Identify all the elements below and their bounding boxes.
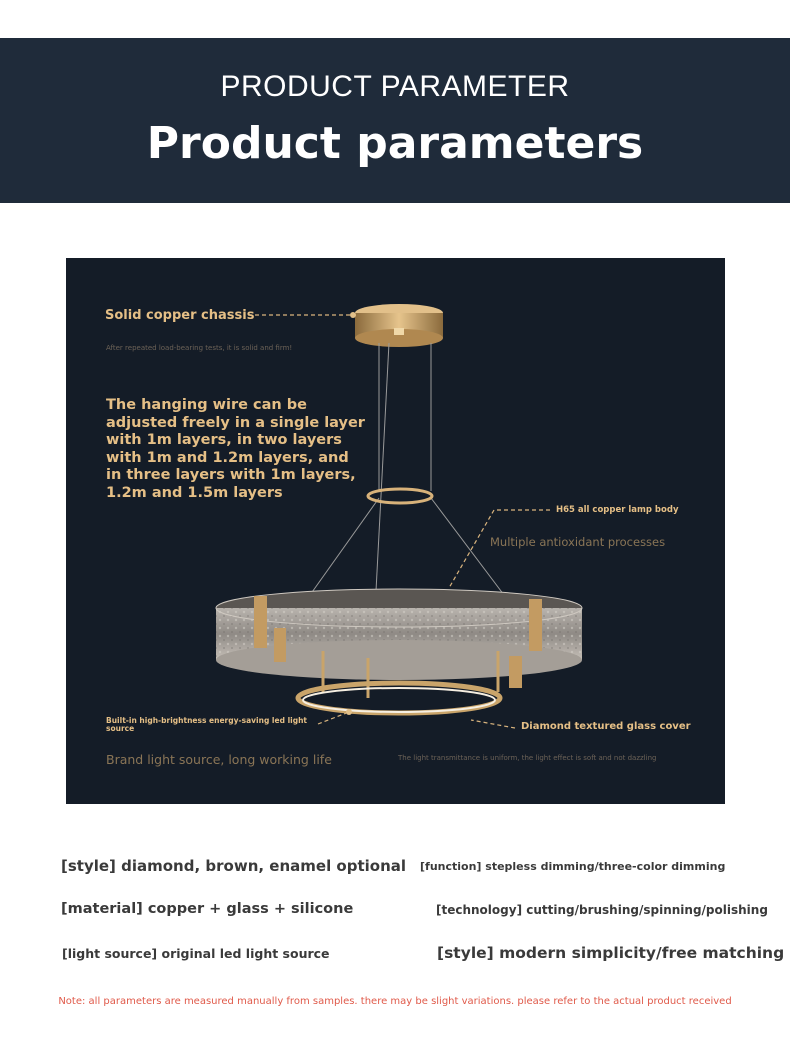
upper-ring xyxy=(368,489,432,503)
chassis-title: Solid copper chassis xyxy=(105,308,255,323)
wire-description xyxy=(106,397,365,502)
copper-chassis xyxy=(355,304,443,347)
wire-line: 1.2m and 1.5m layers xyxy=(106,484,283,501)
led-title: Built-in high-brightness energy-saving led light source xyxy=(106,716,308,733)
led-description: Brand light source, long working life xyxy=(106,752,332,767)
wire-line: in three layers with 1m layers, xyxy=(106,467,356,483)
product-diagram-panel xyxy=(66,258,725,804)
spec-technology: [technology] cutting/brushing/spinning/polishing xyxy=(436,903,768,917)
cover-description: The light transmittance is uniform, the light effect is soft and not dazzling xyxy=(398,754,657,762)
disclaimer-note: Note: all parameters are measured manually from samples. there may be slight variations. please refer to the actual product received xyxy=(58,996,732,1007)
spec-light-source: [light source] original led light source xyxy=(62,946,330,961)
spec-style-modern: [style] modern simplicity/free matching xyxy=(437,944,785,962)
header-subtitle: PRODUCT PARAMETER xyxy=(220,70,570,103)
page-title: Product parameters xyxy=(146,118,644,169)
spec-style: [style] diamond, brown, enamel optional xyxy=(61,857,407,875)
wire-line: adjusted freely in a single layer xyxy=(106,414,365,431)
lamp-body-description: Multiple antioxidant processes xyxy=(490,535,666,549)
wire-line: The hanging wire can be xyxy=(106,397,307,413)
glass-cover xyxy=(216,589,582,688)
spec-function: [function] stepless dimming/three-color dimming xyxy=(420,860,726,873)
lamp-body-title: H65 all copper lamp body xyxy=(556,505,679,515)
chassis-description: After repeated load-bearing tests, it is solid and firm! xyxy=(106,344,293,352)
wire-line: with 1m layers, in two layers xyxy=(106,432,342,448)
spec-material: [material] copper + glass + silicone xyxy=(61,901,354,917)
wire-line: with 1m and 1.2m layers, and xyxy=(106,449,349,466)
cover-title: Diamond textured glass cover xyxy=(521,721,691,732)
header-banner xyxy=(0,38,790,203)
